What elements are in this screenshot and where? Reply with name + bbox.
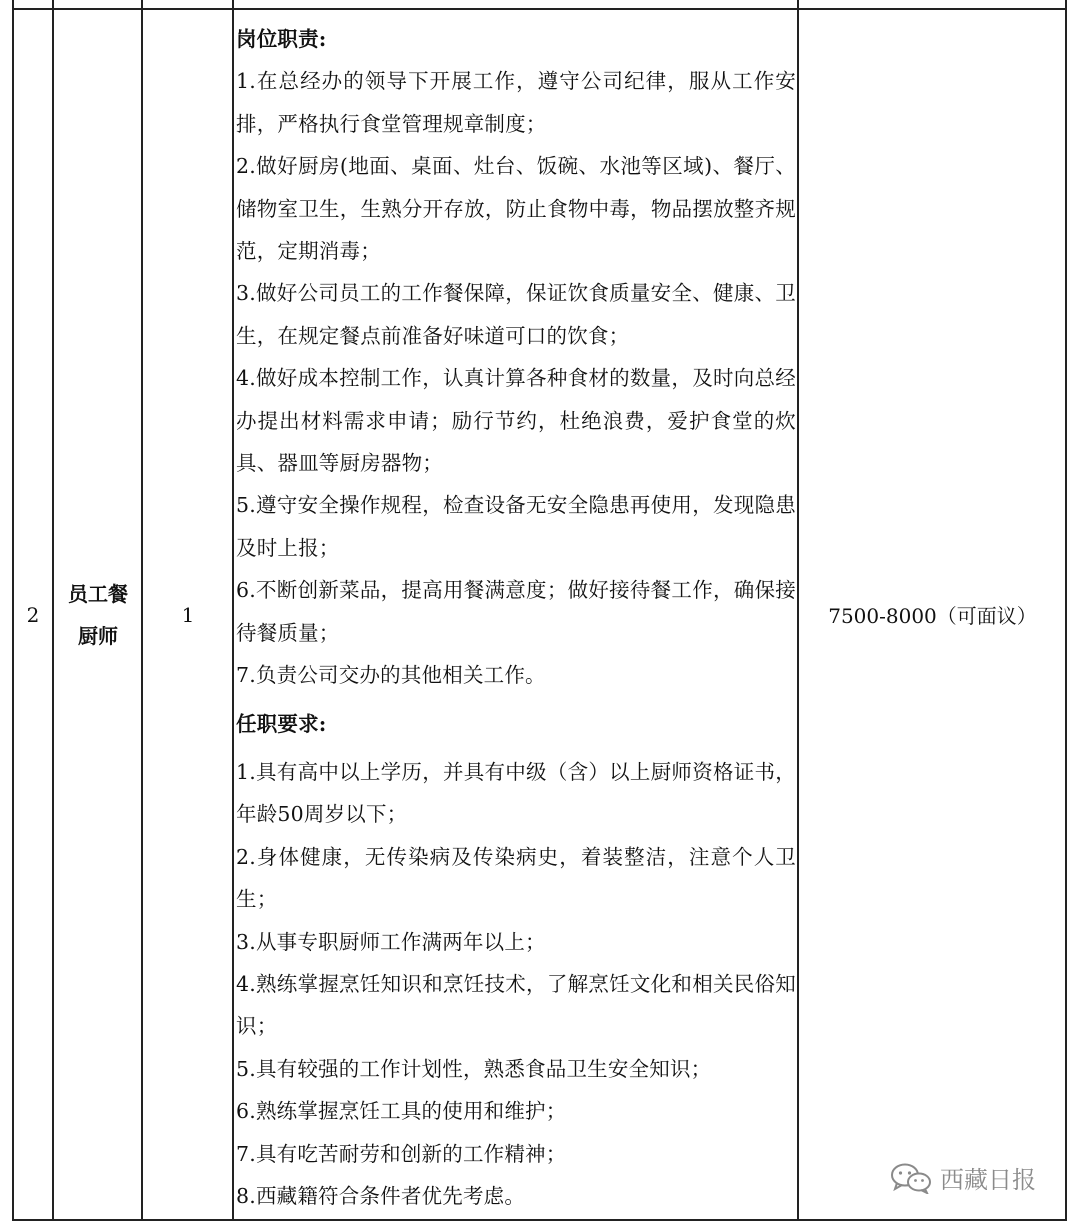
position-name-line1: 员工餐 [68, 581, 128, 606]
source-watermark [890, 1160, 1036, 1195]
row-number: 2 [26, 602, 40, 627]
requirements-heading: 任职要求: [236, 711, 327, 736]
watermark-text: 西藏日报 [940, 1166, 1036, 1194]
requirement-item: 6.熟练掌握烹饪工具的使用和维护； [236, 1099, 567, 1124]
column-divider [797, 0, 799, 1221]
position-cell [55, 10, 141, 1219]
position-name-line2: 厨师 [78, 623, 118, 648]
table-right-border [1065, 0, 1067, 1221]
column-divider [232, 0, 234, 1221]
requirement-item: 7.具有吃苦耐劳和创新的工作精神； [236, 1141, 567, 1166]
wechat-icon [890, 1162, 932, 1194]
salary-cell [800, 10, 1065, 1219]
requirement-item: 5.具有较强的工作计划性，熟悉食品卫生安全知识； [236, 1056, 712, 1081]
requirement-item: 1.具有高中以上学历，并具有中级（含）以上厨师资格证书，年龄50周岁以下； [236, 759, 796, 827]
requirement-item: 8.西藏籍符合条件者优先考虑。 [236, 1183, 526, 1208]
headcount-cell [144, 10, 232, 1219]
duty-item: 2.做好厨房(地面、桌面、灶台、饭碗、水池等区域)、餐厅、储物室卫生，生熟分开存放，防止食物中毒，物品摆放整齐规范，定期消毒； [236, 154, 796, 264]
duty-item: 7.负责公司交办的其他相关工作。 [236, 663, 546, 688]
requirement-item: 2.身体健康，无传染病及传染病史，着装整洁，注意个人卫生； [236, 844, 796, 912]
duty-item: 4.做好成本控制工作，认真计算各种食材的数量，及时向总经办提出材料需求申请；励行节约，杜绝浪费，爱护食堂的炊具、器皿等厨房器物； [236, 366, 796, 476]
column-divider [141, 0, 143, 1221]
duty-item: 5.遵守安全操作规程，检查设备无安全隐患再使用，发现隐患及时上报； [236, 493, 796, 560]
table-bottom-border [12, 1219, 1067, 1221]
headcount: 1 [181, 602, 195, 627]
requirement-item: 4.熟练掌握烹饪知识和烹饪技术，了解烹饪文化和相关民俗知识； [236, 971, 796, 1039]
salary-range: 7500-8000（可面议） [828, 604, 1037, 628]
row-number-cell [14, 10, 52, 1219]
duty-item: 1.在总经办的领导下开展工作，遵守公司纪律，服从工作安排，严格执行食堂管理规章制度； [236, 69, 796, 136]
duty-item: 6.不断创新菜品，提高用餐满意度；做好接待餐工作，确保接待餐质量； [236, 578, 796, 645]
column-divider [52, 0, 54, 1221]
requirement-item: 3.从事专职厨师工作满两年以上； [236, 929, 546, 954]
job-description-cell [236, 18, 796, 1217]
duties-heading: 岗位职责: [236, 27, 327, 51]
duty-item: 3.做好公司员工的工作餐保障，保证饮食质量安全、健康、卫生，在规定餐点前准备好味道可口的饮食； [236, 281, 796, 348]
